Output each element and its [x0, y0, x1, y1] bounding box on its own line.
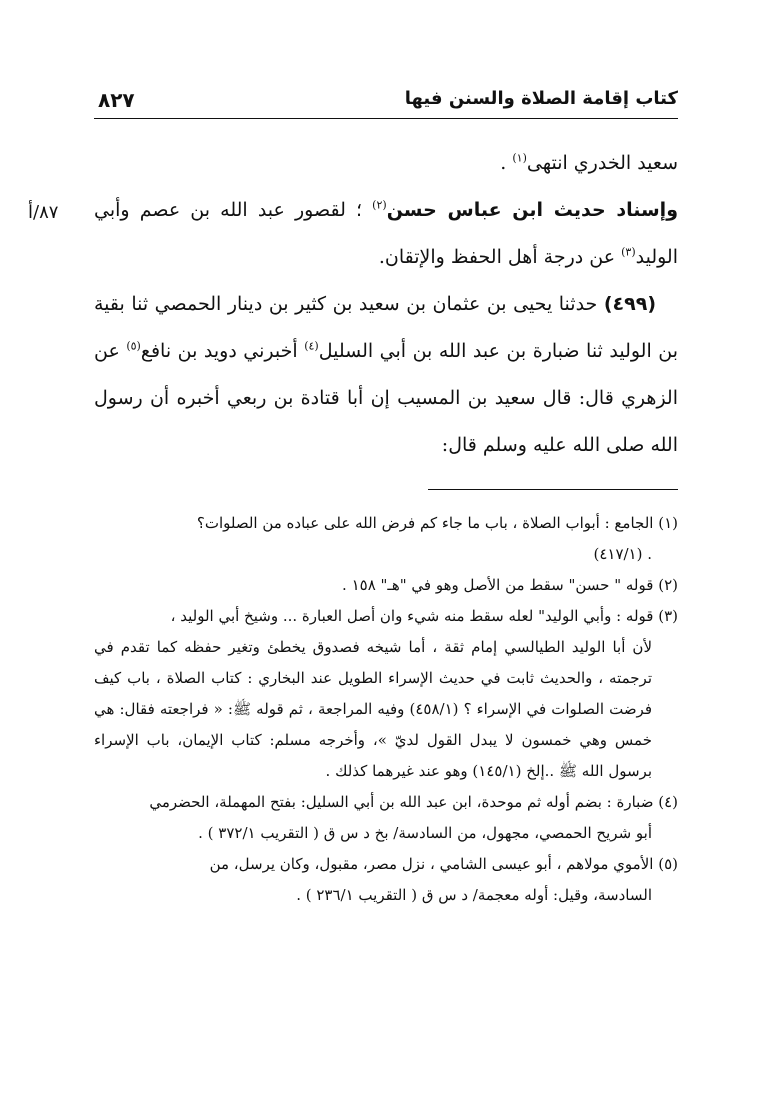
hadith-text-b: أخبرني دويد بن نافع — [140, 340, 305, 362]
paragraph-1-end: . — [500, 152, 513, 174]
footnote-continuation: أبو شريح الحمصي، مجهول، من السادسة/ بخ د س ق ( التقريب ٣٧٢/١ ) . — [198, 824, 652, 842]
margin-folio-reference: ٨٧/أ — [28, 202, 59, 223]
footnote-continuation: لأن أبا الوليد الطيالسي إمام ثقة ، أما شيخه فصدوق يخطئ وتغير حفظه كما تقدم في ترجمته ، والحديث ثابت في حديث الإسراء الطويل عند البخاري : كتاب الصلاة ، باب كيف فرضت الصلوات في الإسراء ؟ (٤٥٨/١) وفيه المراجعة ، ثم قوله ﷺ: « فراجعته فقال: هي خمس وهي خمسون لا يبدل القول لديّ »، وأخرجه مسلم: كتاب الإيمان، باب الإسراء برسول الله ﷺ ..إلخ (١٤٥/١) وهو عند غيرهما كذلك . — [94, 638, 653, 780]
main-text — [94, 140, 678, 469]
footnote-continuation: . (٤١٧/١) — [593, 545, 652, 563]
footnote-number: (١) — [658, 514, 678, 532]
running-header — [94, 88, 678, 119]
footnote-text: ضبارة : بضم أوله ثم موحدة، ابن عبد الله بن أبي السليل: بفتح المهملة، الحضرمي — [149, 793, 654, 811]
footnote-continuation: السادسة، وقيل: أوله معجمة/ د س ق ( التقريب ٢٣٦/١ ) . — [296, 886, 652, 904]
footnote-ref-5: (٥) — [126, 339, 141, 353]
footnote-text: قوله " حسن" سقط من الأصل وهو في "هـ" ١٥٨ . — [342, 576, 654, 594]
footnote-number: (٥) — [658, 855, 678, 873]
footnotes — [94, 508, 678, 911]
paragraph-2-text: ؛ لقصور عبد الله بن عصم وأبي الوليد — [94, 199, 678, 268]
footnote-text: الجامع : أبواب الصلاة ، باب ما جاء كم فرض الله على عباده من الصلوات؟ — [196, 514, 654, 532]
paragraph-1 — [94, 140, 678, 187]
paragraph-1-text: سعيد الخدري انتهى — [526, 152, 678, 174]
page-number: ٨٢٧ — [98, 88, 135, 112]
paragraph-hadith-499 — [94, 281, 678, 469]
footnote-2 — [94, 570, 678, 601]
footnote-number: (٣) — [658, 607, 678, 625]
footnote-text: الأموي مولاهم ، أبو عيسى الشامي ، نزل مصر، مقبول، وكان يرسل، من — [209, 855, 654, 873]
footnote-ref-2: (٢) — [372, 198, 387, 212]
footnote-number: (٢) — [658, 576, 678, 594]
footnote-ref-1: (١) — [512, 151, 527, 165]
footnote-text: قوله : وأبي الوليد" لعله سقط منه شيء وان أصل العبارة ... وشيخ أبي الوليد ، — [170, 607, 654, 625]
footnote-5 — [94, 849, 678, 911]
paragraph-2 — [94, 187, 678, 281]
footnote-number: (٤) — [658, 793, 678, 811]
hadith-text-c: عن الزهري قال: قال سعيد بن المسيب إن أبا قتادة بن ربعي أخبره أن رسول الله صلى الله عليه وسلم قال: — [94, 340, 678, 456]
paragraph-2-bold: وإسناد حديث ابن عباس حسن — [386, 199, 679, 221]
hadith-text-a: حدثنا يحيى بن عثمان بن سعيد بن كثير بن دينار الحمصي ثنا بقية بن الوليد ثنا ضبارة بن عبد الله بن أبي السليل — [94, 293, 679, 362]
footnote-ref-4: (٤) — [304, 339, 319, 353]
footnote-separator — [428, 489, 678, 490]
hadith-number: (٤٩٩) — [603, 293, 656, 315]
footnote-ref-3: (٣) — [621, 245, 636, 259]
footnote-1 — [94, 508, 678, 570]
header-title: كتاب إقامة الصلاة والسنن فيها — [404, 88, 678, 109]
footnote-3 — [94, 601, 678, 787]
footnote-4 — [94, 787, 678, 849]
paragraph-2-end: عن درجة أهل الحفظ والإتقان. — [378, 246, 622, 268]
